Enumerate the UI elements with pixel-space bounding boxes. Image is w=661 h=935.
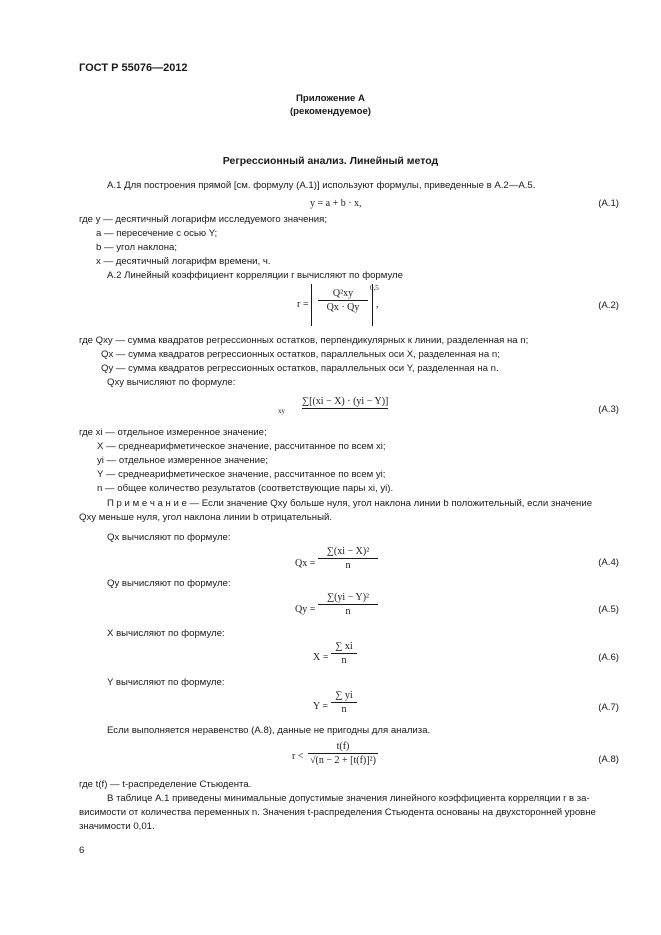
equation-a2-lhs: r = bbox=[297, 299, 309, 310]
equation-number-a7: (А.7) bbox=[598, 702, 619, 713]
equation-a1: y = a + b · x, bbox=[310, 198, 362, 209]
equation-number-a5: (А.5) bbox=[598, 604, 619, 615]
where-line: Y — среднеарифметическое значение, рассчитанное по всем yi; bbox=[97, 469, 386, 480]
equation-number-a1: (А.1) bbox=[598, 198, 619, 209]
where-line: где xi — отдельное измеренное значение; bbox=[79, 427, 267, 438]
equation-a6-denominator: n bbox=[341, 655, 347, 666]
equation-a2-comma: , bbox=[376, 299, 379, 310]
equation-a5-lhs: Qy = bbox=[295, 604, 316, 615]
equation-a5-denominator: n bbox=[345, 606, 351, 617]
note-line: П р и м е ч а н и е — Если значение Qxy больше нуля, угол наклона линии b положительный, если значение bbox=[107, 498, 593, 509]
equation-number-a6: (А.6) bbox=[598, 652, 619, 663]
equation-a3-lhs: xy bbox=[278, 407, 285, 415]
where-line: n — общее количество результатов (соответствующие пары xi, yi). bbox=[97, 483, 394, 494]
appendix-subtitle: (рекомендуемое) bbox=[289, 106, 371, 117]
equation-a3-numerator: ∑[(xi − X) · (yi − Y)] bbox=[302, 396, 389, 407]
appendix-title: Приложение А bbox=[296, 93, 365, 104]
where-line: где Qxy — сумма квадратов регрессионных остатков, перпендикулярных к линии, разделенная на n; bbox=[79, 335, 529, 346]
equation-a4-denominator: n bbox=[345, 560, 351, 571]
equation-a5-fraction bbox=[318, 592, 378, 617]
where-line: x — десятичный логарифм времени, ч. bbox=[96, 256, 271, 267]
equation-a7-lhs: Y = bbox=[313, 701, 328, 712]
equation-a6-lhs: X = bbox=[313, 652, 329, 663]
final-paragraph-line: висимости от количества переменных n. Значения t-распределения Стьюдента основаны на двухсторонней уровне bbox=[79, 807, 596, 818]
equation-a7-intro: Y вычисляют по формуле: bbox=[107, 677, 225, 688]
page-number: 6 bbox=[79, 845, 85, 856]
equation-a5-intro: Qy вычисляют по формуле: bbox=[107, 578, 231, 589]
where-line: Qxy вычисляют по формуле: bbox=[107, 377, 236, 388]
equation-a6-fraction bbox=[331, 641, 357, 666]
where-line: где t(f) — t-распределение Стьюдента. bbox=[79, 779, 252, 790]
where-line: X — среднеарифметическое значение, рассчитанное по всем xi; bbox=[97, 441, 386, 452]
equation-number-a4: (А.4) bbox=[598, 557, 619, 568]
equation-a6-numerator: ∑ xi bbox=[331, 641, 357, 654]
equation-a8-fraction bbox=[308, 741, 378, 766]
equation-a2-denominator: Qx · Qy bbox=[326, 302, 360, 313]
equation-a4-lhs: Qx = bbox=[295, 558, 316, 569]
equation-a4-intro: Qx вычисляют по формуле: bbox=[107, 532, 231, 543]
equation-a5-numerator: ∑(yi − Y)² bbox=[318, 592, 378, 605]
paragraph-a2: А.2 Линейный коэффициент корреляции r вычисляют по формуле bbox=[107, 270, 403, 281]
equation-a7-fraction bbox=[331, 690, 357, 715]
equation-a8-numerator: t(f) bbox=[308, 741, 378, 754]
where-line: Qy — сумма квадратов регрессионных остатков, параллельных оси Y, разделенная на n. bbox=[101, 363, 499, 374]
equation-a7-denominator: n bbox=[341, 704, 347, 715]
where-line: yi — отдельное измеренное значение; bbox=[97, 455, 269, 466]
note-line: Qxy меньше нуля, угол наклона линии b отрицательный. bbox=[79, 512, 332, 523]
equation-a7-numerator: ∑ yi bbox=[331, 690, 357, 703]
equation-a8-lhs: r < bbox=[292, 751, 304, 762]
equation-a8-denominator: √(n − 2 + [t(f)]²) bbox=[310, 755, 376, 766]
equation-a4-fraction bbox=[318, 546, 378, 571]
equation-a2-numerator: Q²xy bbox=[318, 288, 368, 301]
paragraph-a1: А.1 Для построения прямой [см. формулу (А.1)] используют формулы, приведенные в А.2—А.5. bbox=[107, 180, 536, 191]
equation-a6-intro: X вычисляют по формуле: bbox=[107, 628, 225, 639]
equation-a4-numerator: ∑(xi − X)² bbox=[318, 546, 378, 559]
section-title: Регрессионный анализ. Линейный метод bbox=[222, 155, 439, 167]
equation-a2-fraction bbox=[318, 288, 368, 313]
equation-number-a2: (А.2) bbox=[598, 300, 619, 311]
equation-number-a3: (А.3) bbox=[598, 404, 619, 415]
equation-a2-exponent: 0,5 bbox=[370, 284, 379, 292]
where-line: где y — десятичный логарифм исследуемого значения; bbox=[79, 214, 327, 225]
equation-number-a8: (А.8) bbox=[598, 754, 619, 765]
paragraph-inequality: Если выполняется неравенство (А.8), данные не пригодны для анализа. bbox=[107, 725, 431, 736]
final-paragraph-line: В таблице А.1 приведены минимальные допустимые значения линейного коэффициента корреляции r в за- bbox=[107, 793, 590, 804]
where-line: Qx — сумма квадратов регрессионных остатков, параллельных оси X, разделенная на n; bbox=[101, 349, 500, 360]
where-line: a — пересечение с осью Y; bbox=[96, 228, 218, 239]
final-paragraph-line: значимости 0,01. bbox=[79, 821, 155, 832]
document-code: ГОСТ Р 55076—2012 bbox=[79, 62, 188, 74]
where-line: b — угол наклона; bbox=[96, 242, 178, 253]
